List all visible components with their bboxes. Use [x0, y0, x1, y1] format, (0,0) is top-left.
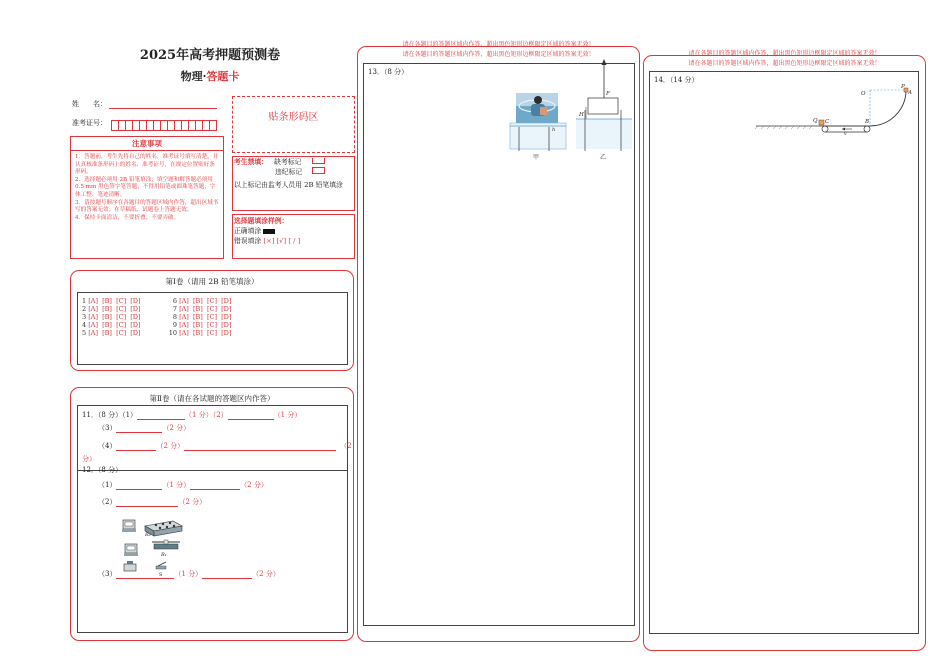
label-o: O: [861, 91, 866, 97]
mc-row[interactable]: 7 [A] [B] [C] [D]: [172, 305, 232, 313]
part1-title: 第Ⅰ卷（请用 2B 铅笔填涂）: [165, 277, 259, 286]
circuit-figure: [118, 512, 188, 578]
absence-box: [232, 156, 355, 211]
h-label: h: [552, 127, 556, 133]
mc-row[interactable]: 10 [A] [B] [C] [D]: [168, 329, 232, 337]
filled-sample: [263, 229, 275, 234]
fig-label-jia: 甲: [533, 154, 540, 161]
r1-label: R₁: [161, 552, 167, 558]
water-container-jia: [510, 123, 566, 151]
label-b: B: [865, 119, 870, 125]
switch-label: S: [159, 572, 163, 578]
switch-icon: [156, 562, 166, 569]
wrong-marks: [×] [√] [ / ]: [263, 237, 301, 245]
r0-label: R₀: [145, 532, 151, 538]
label-q: Q: [813, 118, 818, 124]
voltmeter-icon: [124, 544, 138, 556]
q12-line1: （1） （1 分） （2 分）: [98, 481, 268, 489]
id-row: [72, 119, 107, 128]
subject-label: 物理·: [180, 70, 207, 83]
q14-answer-frame: [649, 71, 919, 634]
notice-list: [71, 151, 223, 222]
notice-item: 3．请按题号顺序在各题目的答题区域内作答，超出区域书写的答案无效；在草稿纸、试题卷上答题无效。: [75, 199, 219, 214]
photo-jia: [516, 93, 558, 127]
force-label: F: [606, 91, 610, 97]
diagram-yi: [576, 59, 632, 151]
q13-label: 13．（8 分）: [368, 68, 409, 76]
block-q: [819, 120, 824, 125]
q12-line3: （3） （1 分） （2 分）: [98, 570, 280, 578]
q11-line1: 11．（8 分）（1） （1 分）（2） （1 分）: [82, 411, 302, 419]
missing-mark-box[interactable]: [312, 158, 325, 164]
mc-row[interactable]: 1 [A] [B] [C] [D]: [82, 297, 141, 305]
mc-row[interactable]: 6 [A] [B] [C] [D]: [172, 297, 232, 305]
id-label: 准考证号：: [72, 119, 107, 127]
area-notice: 请在各题目的答题区域内作答，超出黑色矩形边框限定区域的答案无效！: [688, 50, 881, 57]
rheostat-icon: [152, 540, 180, 549]
answer-blank[interactable]: [116, 425, 162, 433]
answer-blank[interactable]: [116, 571, 174, 579]
area-notice: 请在各题目的答题区域内作答，超出黑色矩形边框限定区域的答案无效！: [402, 51, 595, 58]
label-p: P: [901, 84, 905, 90]
answer-blank[interactable]: [202, 571, 252, 579]
curved-track: [870, 90, 906, 126]
absence-label: 考生禁填：: [234, 158, 268, 166]
mc-right-col: [168, 297, 231, 337]
violation-mark-box[interactable]: [312, 167, 325, 174]
answer-blank[interactable]: [190, 482, 240, 490]
mc-left-col: [82, 297, 141, 337]
mc-row[interactable]: 3 [A] [B] [C] [D]: [82, 313, 141, 321]
answer-blank[interactable]: [116, 482, 162, 490]
barcode-area: [232, 96, 355, 153]
notice-item: 4．保持卡面清洁，不要折叠、不要弄破。: [75, 214, 180, 221]
correct-label: 正确填涂: [234, 227, 262, 235]
q11-line4: （4） （2 分） （2: [98, 442, 352, 450]
q11-line4-end: 分）: [82, 455, 96, 463]
answer-blank[interactable]: [137, 412, 185, 420]
area-notice: 请在各题目的答题区域内作答，超出黑色矩形边框限定区域的答案无效！: [402, 41, 595, 48]
name-label: 姓 名：: [72, 100, 107, 108]
answer-blank[interactable]: [228, 412, 274, 420]
page-title: 2025年高考押题预测卷: [139, 48, 281, 63]
q14-label: 14．（14 分）: [654, 76, 699, 84]
notice-title: 注意事项: [71, 137, 223, 151]
area-notice: 请在各题目的答题区域内作答，超出黑色矩形边框限定区域的答案无效！: [688, 60, 881, 67]
absence-note: 以上标记由监考人员用 2B 铅笔填涂: [234, 181, 343, 189]
q11-line3: （3） （2 分）: [98, 424, 191, 432]
id-grid[interactable]: [111, 116, 216, 135]
mc-row[interactable]: 9 [A] [B] [C] [D]: [172, 321, 232, 329]
notice-box: [70, 136, 224, 259]
q12-line2: （2） （2 分）: [98, 498, 207, 506]
mc-row[interactable]: 4 [A] [B] [C] [D]: [82, 321, 141, 329]
answer-blank[interactable]: [116, 499, 178, 507]
name-row: [72, 100, 217, 109]
sheet-label: 答题卡: [206, 70, 240, 83]
label-c: C: [825, 119, 830, 125]
sample-box: [232, 214, 355, 259]
mc-row[interactable]: 8 [A] [B] [C] [D]: [172, 313, 232, 321]
height-label: H: [579, 112, 584, 118]
answer-blank[interactable]: [116, 443, 156, 451]
ammeter-icon: [122, 520, 136, 532]
q13-figure: [500, 55, 640, 165]
barcode-label: 贴条形码区: [268, 112, 319, 123]
violation-label: 违纪标记: [275, 168, 303, 176]
answer-blank[interactable]: [184, 443, 336, 451]
q14-figure: [752, 80, 918, 140]
sample-label: 选择题填涂样例：: [234, 217, 289, 225]
wrong-label: 错误填涂: [234, 237, 262, 245]
part2-title: 第Ⅱ卷（请在各试题的答题区内作答）: [149, 394, 275, 403]
ground-surface: [755, 126, 870, 129]
fig-label-yi: 乙: [600, 154, 607, 161]
notice-item: 1．答题前，考生先将自己的姓名，准考证号填写清楚，并认真核准条形码上的姓名、准考证号，在规定位置贴好条形码。: [75, 154, 219, 176]
mc-row[interactable]: 5 [A] [B] [C] [D]: [82, 329, 141, 337]
missing-label: 缺考标记: [274, 158, 302, 166]
label-a: A: [908, 90, 912, 96]
name-field[interactable]: [109, 101, 217, 109]
notice-item: 2．选择题必须用 2B 铅笔填涂；填空题和解答题必须用 0.5 mm 黑色签字笔答题，不得用铅笔或圆珠笔答题；字体工整、笔迹清晰。: [75, 176, 216, 198]
mc-row[interactable]: 2 [A] [B] [C] [D]: [82, 305, 141, 313]
q12-head: 12．（8 分）: [82, 466, 123, 474]
label-v: v: [844, 132, 847, 137]
